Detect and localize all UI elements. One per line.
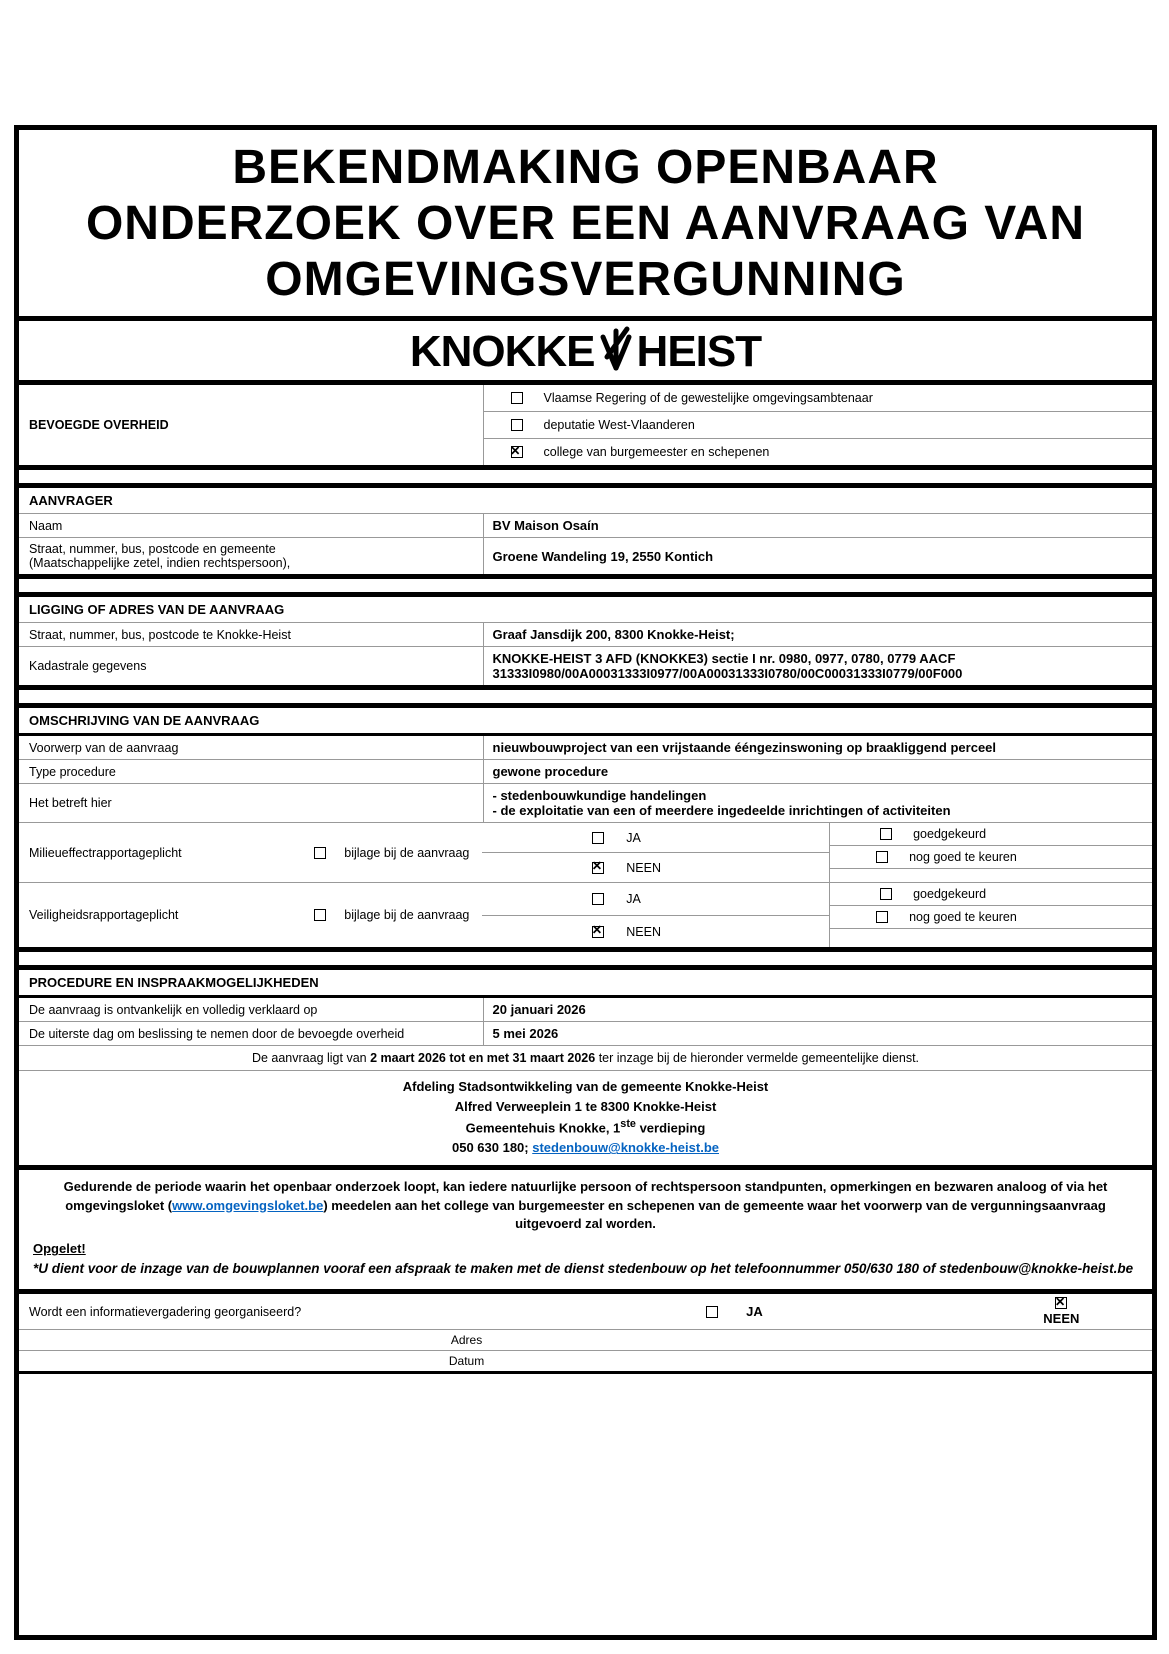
kadaster-value-line1: KNOKKE-HEIST 3 AFD (KNOKKE3) sectie I nr. 0980, 0977, 0780, 0779 AACF [492, 651, 956, 667]
checkbox-milieu-nog-goed[interactable] [876, 851, 888, 863]
milieu-bijlage [302, 823, 482, 882]
straat-value: Graaf Jansdijk 200, 8300 Knokke-Heist; [492, 627, 735, 643]
checkbox-milieu-bijlage[interactable] [314, 847, 326, 859]
section-informatievergadering [19, 1289, 1152, 1374]
veiligheid-goedgekeurd-row [830, 883, 1152, 906]
row-uiterste-dag [19, 1021, 1152, 1045]
section-omschrijving [19, 708, 1152, 947]
betreft-label: Het betreft hier [19, 784, 484, 822]
dienst-naam: Afdeling Stadsontwikkeling van de gemeente Knokke-Heist [402, 1079, 769, 1095]
form-title-line: ONDERZOEK OVER EEN AANVRAAG VAN [85, 197, 1086, 251]
nog-goed-label: nog goed te keuren [909, 850, 1017, 865]
municipality-logo [19, 321, 1152, 385]
ligging-header: LIGGING OF ADRES VAN DE AANVRAAG [19, 597, 1152, 623]
verdieping-sup: ste [620, 1118, 636, 1131]
bezwaar-paragraph [33, 1178, 1138, 1235]
betreft-value [484, 784, 1152, 822]
option-label: Vlaamse Regering of de gewestelijke omgevingsambtenaar [543, 391, 873, 406]
section-divider [19, 685, 1152, 708]
procedure-header: PROCEDURE EN INSPRAAKMOGELIJKHEDEN [19, 970, 1152, 998]
milieu-ja-row [482, 823, 829, 853]
dienst-contact [23, 1138, 1148, 1158]
adres-aanvrager-value: Groene Wandeling 19, 2550 Kontich [492, 548, 714, 564]
kadaster-value [484, 647, 1152, 685]
neen-label: NEEN [626, 924, 661, 939]
logo-text-left: KNOKKE [409, 326, 595, 376]
inzage-periode: 2 maart 2026 tot en met 31 maart 2026 [370, 1051, 596, 1066]
aanvrager-header: AANVRAGER [19, 488, 1152, 514]
bekendmaking-form [14, 125, 1157, 1640]
checkbox-veiligheid-goedgekeurd[interactable] [880, 888, 892, 900]
veiligheid-goedkeuring [829, 883, 1152, 947]
veiligheid-neen-row [482, 916, 829, 948]
afspraak-note: *U dient voor de inzage van de bouwplannen vooraf een afspraak te maken met de dienst stedenbouw op het telefoonnummer 050/630 180 of stedenbouw@knokke-heist.be [33, 1261, 1134, 1277]
bevoegde-overheid-options [484, 385, 1152, 465]
dienst-email-link[interactable]: stedenbouw@knokke-heist.be [532, 1140, 719, 1156]
informatievergadering-ja [676, 1304, 971, 1319]
checkbox-college[interactable] [511, 446, 523, 458]
inzage-suffix: ter inzage bij de hieronder vermelde gemeentelijke dienst. [595, 1051, 920, 1066]
voorwerp-label: Voorwerp van de aanvraag [19, 736, 484, 759]
uiterste-dag-value: 5 mei 2026 [492, 1026, 559, 1042]
form-title-line: OMGEVINGSVERGUNNING [265, 253, 906, 307]
checkbox-veiligheid-bijlage[interactable] [314, 909, 326, 921]
veiligheid-bijlage [302, 883, 482, 947]
neen-label: NEEN [626, 860, 661, 875]
inzage-periode-line [19, 1045, 1152, 1070]
bijlage-label: bijlage bij de aanvraag [344, 845, 470, 860]
checkbox-deputatie[interactable] [511, 419, 523, 431]
omschrijving-header: OMSCHRIJVING VAN DE AANVRAAG [19, 708, 1152, 736]
bezwaar-block [19, 1165, 1152, 1289]
logo-text-right: HEIST [636, 326, 762, 376]
naam-value: BV Maison Osaín [492, 518, 599, 534]
option-deputatie [484, 411, 1152, 438]
bezwaar-text2: ) meedelen aan het college van burgemeester en schepenen van de gemeente waar het voorwerp van de vergunningsaanvraag uitgevoerd zal worden. [323, 1197, 1106, 1232]
milieu-neen-row [482, 853, 829, 882]
veiligheid-ja-row [482, 883, 829, 916]
checkbox-vergadering-ja[interactable] [706, 1306, 718, 1318]
nog-goed-label: nog goed te keuren [909, 910, 1017, 925]
option-college [484, 438, 1152, 465]
row-adres-aanvrager [19, 537, 1152, 574]
neen-label: NEEN [1043, 1311, 1080, 1327]
form-title [19, 130, 1152, 321]
row-betreft [19, 783, 1152, 822]
checkbox-milieu-goedgekeurd[interactable] [880, 828, 892, 840]
straat-label: Straat, nummer, bus, postcode te Knokke-Heist [19, 623, 484, 646]
section-aanvrager [19, 488, 1152, 574]
seagull-icon [598, 326, 634, 377]
veiligheid-label: Veiligheidsrapportageplicht [29, 908, 179, 923]
inzage-prefix: De aanvraag ligt van [251, 1051, 371, 1066]
checkbox-veiligheid-neen[interactable] [592, 926, 604, 938]
adres-label-line1: Straat, nummer, bus, postcode en gemeente [29, 542, 276, 557]
section-procedure [19, 970, 1152, 1164]
form-title-line: BEKENDMAKING OPENBAAR [232, 141, 939, 194]
betreft-item: - de exploitatie van een of meerdere ingedeelde inrichtingen of activiteiten [492, 803, 951, 819]
type-procedure-value: gewone procedure [492, 764, 609, 780]
section-ligging [19, 597, 1152, 685]
milieu-ja-neen [482, 823, 829, 882]
dienst-verdieping [23, 1116, 1148, 1138]
row-datum [19, 1350, 1152, 1371]
checkbox-veiligheid-ja[interactable] [592, 893, 604, 905]
checkbox-veiligheid-nog-goed[interactable] [876, 911, 888, 923]
goedgekeurd-label: goedgekeurd [913, 827, 987, 842]
option-label: college van burgemeester en schepenen [543, 445, 770, 460]
checkbox-vergadering-neen[interactable] [1055, 1297, 1067, 1309]
milieu-nog-goed-row [830, 846, 1152, 869]
kadaster-label: Kadastrale gegevens [19, 647, 484, 685]
checkbox-milieu-neen[interactable] [592, 862, 604, 874]
dienst-adres: Alfred Verweeplein 1 te 8300 Knokke-Heist [454, 1098, 717, 1114]
milieu-label: Milieueffectrapportageplicht [29, 845, 182, 860]
gemeentelijke-dienst-block [19, 1070, 1152, 1164]
row-voorwerp [19, 736, 1152, 759]
goedgekeurd-label: goedgekeurd [913, 887, 987, 902]
empty-area [19, 1374, 1152, 1635]
datum-label: Datum [448, 1354, 485, 1369]
betreft-item: - stedenbouwkundige handelingen [492, 788, 707, 804]
checkbox-vlaamse-regering[interactable] [511, 392, 523, 404]
bijlage-label: bijlage bij de aanvraag [344, 908, 470, 923]
row-ontvankelijk [19, 998, 1152, 1021]
bevoegde-overheid-label: BEVOEGDE OVERHEID [19, 385, 484, 465]
voorwerp-value: nieuwbouwproject van een vrijstaande ééngezinswoning op braakliggend perceel [492, 740, 997, 756]
type-procedure-label: Type procedure [19, 760, 484, 783]
row-type-procedure [19, 759, 1152, 783]
option-vlaamse-regering [484, 385, 1152, 411]
adres-aanvrager-label [19, 538, 484, 574]
veiligheid-ja-neen [482, 883, 829, 947]
ja-label: JA [626, 892, 641, 907]
checkbox-milieu-ja[interactable] [592, 832, 604, 844]
ja-label: JA [746, 1304, 763, 1320]
naam-label: Naam [19, 514, 484, 537]
verdieping-pre: Gemeentehuis Knokke, 1 [465, 1120, 621, 1136]
opgelet-label: Opgelet! [33, 1241, 86, 1257]
ontvankelijk-label: De aanvraag is ontvankelijk en volledig verklaard op [19, 998, 484, 1021]
kadaster-value-line2: 31333I0980/00A00031333I0977/00A00031333I0780/00C00031333I0779/00F000 [492, 666, 963, 682]
adres-label: Adres [450, 1333, 483, 1348]
section-bevoegde-overheid [19, 385, 1152, 465]
veiligheid-nog-goed-row [830, 906, 1152, 929]
bezwaar-text1: Gedurende de periode waarin het openbaar onderzoek loopt, kan iedere natuurlijke persoon of rechtspersoon standpunten, opmerkingen en bezwaren analoog of via het omgevingsloket ( [63, 1178, 1108, 1213]
milieu-goedgekeurd-row [830, 823, 1152, 846]
ontvankelijk-value: 20 januari 2026 [492, 1002, 586, 1018]
uiterste-dag-label: De uiterste dag om beslissing te nemen door de bevoegde overheid [19, 1022, 484, 1045]
dienst-telefoon: 050 630 180; [451, 1140, 533, 1156]
row-veiligheidsrapportageplicht [19, 882, 1152, 947]
row-informatievergadering [19, 1294, 1152, 1329]
section-divider [19, 574, 1152, 597]
informatievergadering-label: Wordt een informatievergadering georganiseerd? [29, 1304, 302, 1319]
informatievergadering-neen [971, 1294, 1152, 1329]
row-adres [19, 1329, 1152, 1350]
row-straat [19, 623, 1152, 646]
row-naam [19, 514, 1152, 537]
row-kadaster [19, 646, 1152, 685]
section-divider [19, 465, 1152, 488]
section-divider [19, 947, 1152, 970]
adres-label-line2: (Maatschappelijke zetel, indien rechtspersoon), [29, 556, 291, 571]
milieu-goedkeuring [829, 823, 1152, 882]
ja-label: JA [626, 830, 641, 845]
row-milieueffectrapportageplicht [19, 822, 1152, 882]
omgevingsloket-link[interactable]: www.omgevingsloket.be [172, 1197, 324, 1213]
option-label: deputatie West-Vlaanderen [543, 418, 695, 433]
verdieping-post: verdieping [635, 1120, 706, 1136]
